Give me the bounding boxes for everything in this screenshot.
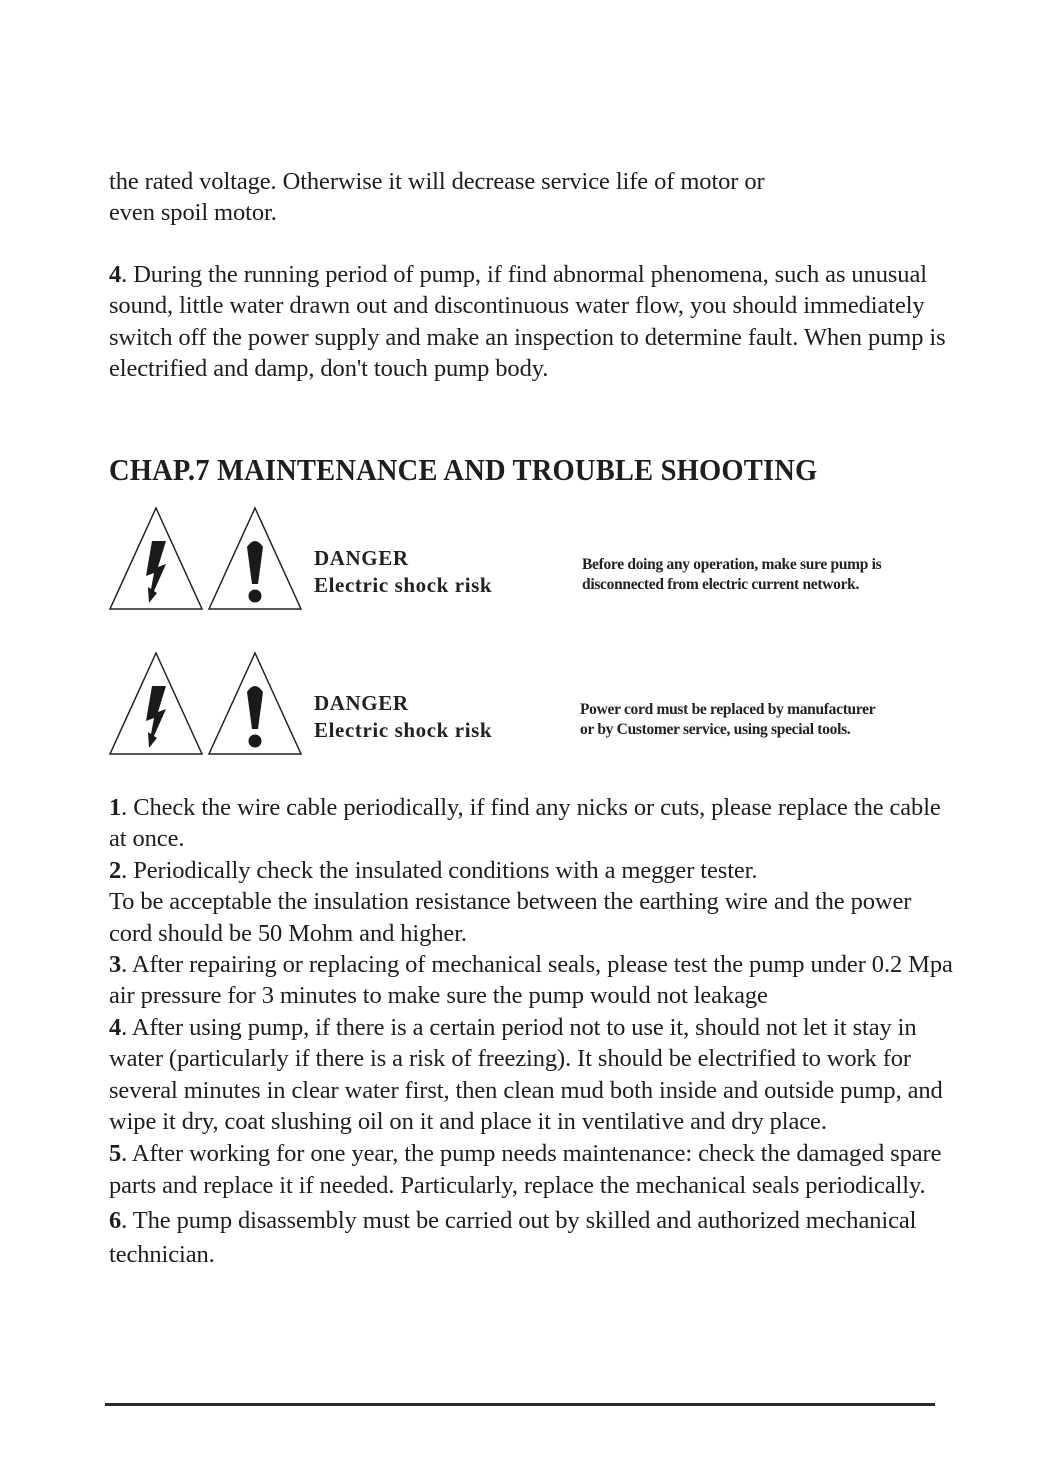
danger-subtitle: Electric shock risk	[314, 718, 493, 742]
item-text: . Periodically check the insulated conditions with a megger tester.	[121, 856, 758, 884]
exclamation-icon	[207, 505, 303, 611]
warning-note-line: Power cord must be replaced by manufacturer	[580, 701, 876, 718]
warning-note	[582, 555, 881, 595]
maintenance-list	[109, 792, 957, 1272]
item-text: . After using pump, if there is a certain period not to use it, should not let it stay in water (particularly if there is a risk of freezing). It should be electrified to work for several minutes in clear water first, then clean mud both inside and outside pump, and wipe it dry, coat slushing oil on it and place it in ventilative and dry place.	[109, 1013, 943, 1136]
item-number: 4	[109, 261, 122, 288]
item-text: . During the running period of pump, if find abnormal phenomena, such as unusual sound, little water drawn out and discontinuous water flow, you should immediately switch off the power supply and make an inspection to determine fault. When pump is electrified and damp, don't touch pump body.	[109, 261, 946, 383]
item-text: . Check the wire cable periodically, if find any nicks or cuts, please replace the cable at once.	[109, 794, 941, 853]
danger-title: DANGER	[314, 546, 409, 570]
danger-label	[314, 690, 492, 744]
warning-row	[108, 505, 958, 615]
lightning-bolt-icon	[108, 650, 204, 756]
chapter-heading: CHAP.7 MAINTENANCE AND TROUBLE SHOOTING	[109, 452, 818, 487]
item-number: 6	[109, 1207, 122, 1235]
intro-line: the rated voltage. Otherwise it will decrease service life of motor or	[109, 168, 765, 195]
warning-note	[580, 700, 875, 740]
warning-note-line: Before doing any operation, make sure pump is	[582, 556, 882, 573]
maintenance-item	[109, 1204, 957, 1272]
maintenance-item	[109, 1138, 957, 1201]
item-number: 3	[109, 951, 122, 979]
maintenance-item	[109, 1012, 957, 1138]
danger-label	[314, 545, 492, 599]
danger-title: DANGER	[314, 691, 409, 715]
intro-continuation	[109, 166, 959, 229]
maintenance-item	[109, 792, 957, 855]
footer-divider	[105, 1403, 935, 1406]
warning-note-line: or by Customer service, using special tools.	[580, 721, 851, 738]
warning-row	[108, 650, 958, 760]
item-number: 2	[109, 856, 122, 884]
intro-line: even spoil motor.	[109, 199, 277, 227]
maintenance-item	[109, 949, 957, 1012]
item-number: 5	[109, 1140, 122, 1168]
item-number: 4	[109, 1013, 122, 1041]
running-item-4	[109, 259, 957, 385]
lightning-bolt-icon	[108, 505, 204, 611]
item-text: . After repairing or replacing of mechanical seals, please test the pump under 0.2 Mpa air pressure for 3 minutes to make sure the pump would not leakage	[109, 951, 953, 1010]
item-text: . The pump disassembly must be carried out by skilled and authorized mechanical technician.	[109, 1207, 917, 1269]
maintenance-item-extra: To be acceptable the insulation resistance between the earthing wire and the power cord should be 50 Mohm and higher.	[109, 888, 912, 947]
exclamation-icon	[207, 650, 303, 756]
maintenance-item	[109, 855, 957, 886]
item-text: . After working for one year, the pump needs maintenance: check the damaged spare parts and replace it if needed. Particularly, replace the mechanical seals periodically.	[109, 1140, 942, 1199]
danger-subtitle: Electric shock risk	[314, 573, 493, 597]
warning-note-line: disconnected from electric current network.	[582, 576, 860, 593]
item-number: 1	[109, 794, 122, 821]
